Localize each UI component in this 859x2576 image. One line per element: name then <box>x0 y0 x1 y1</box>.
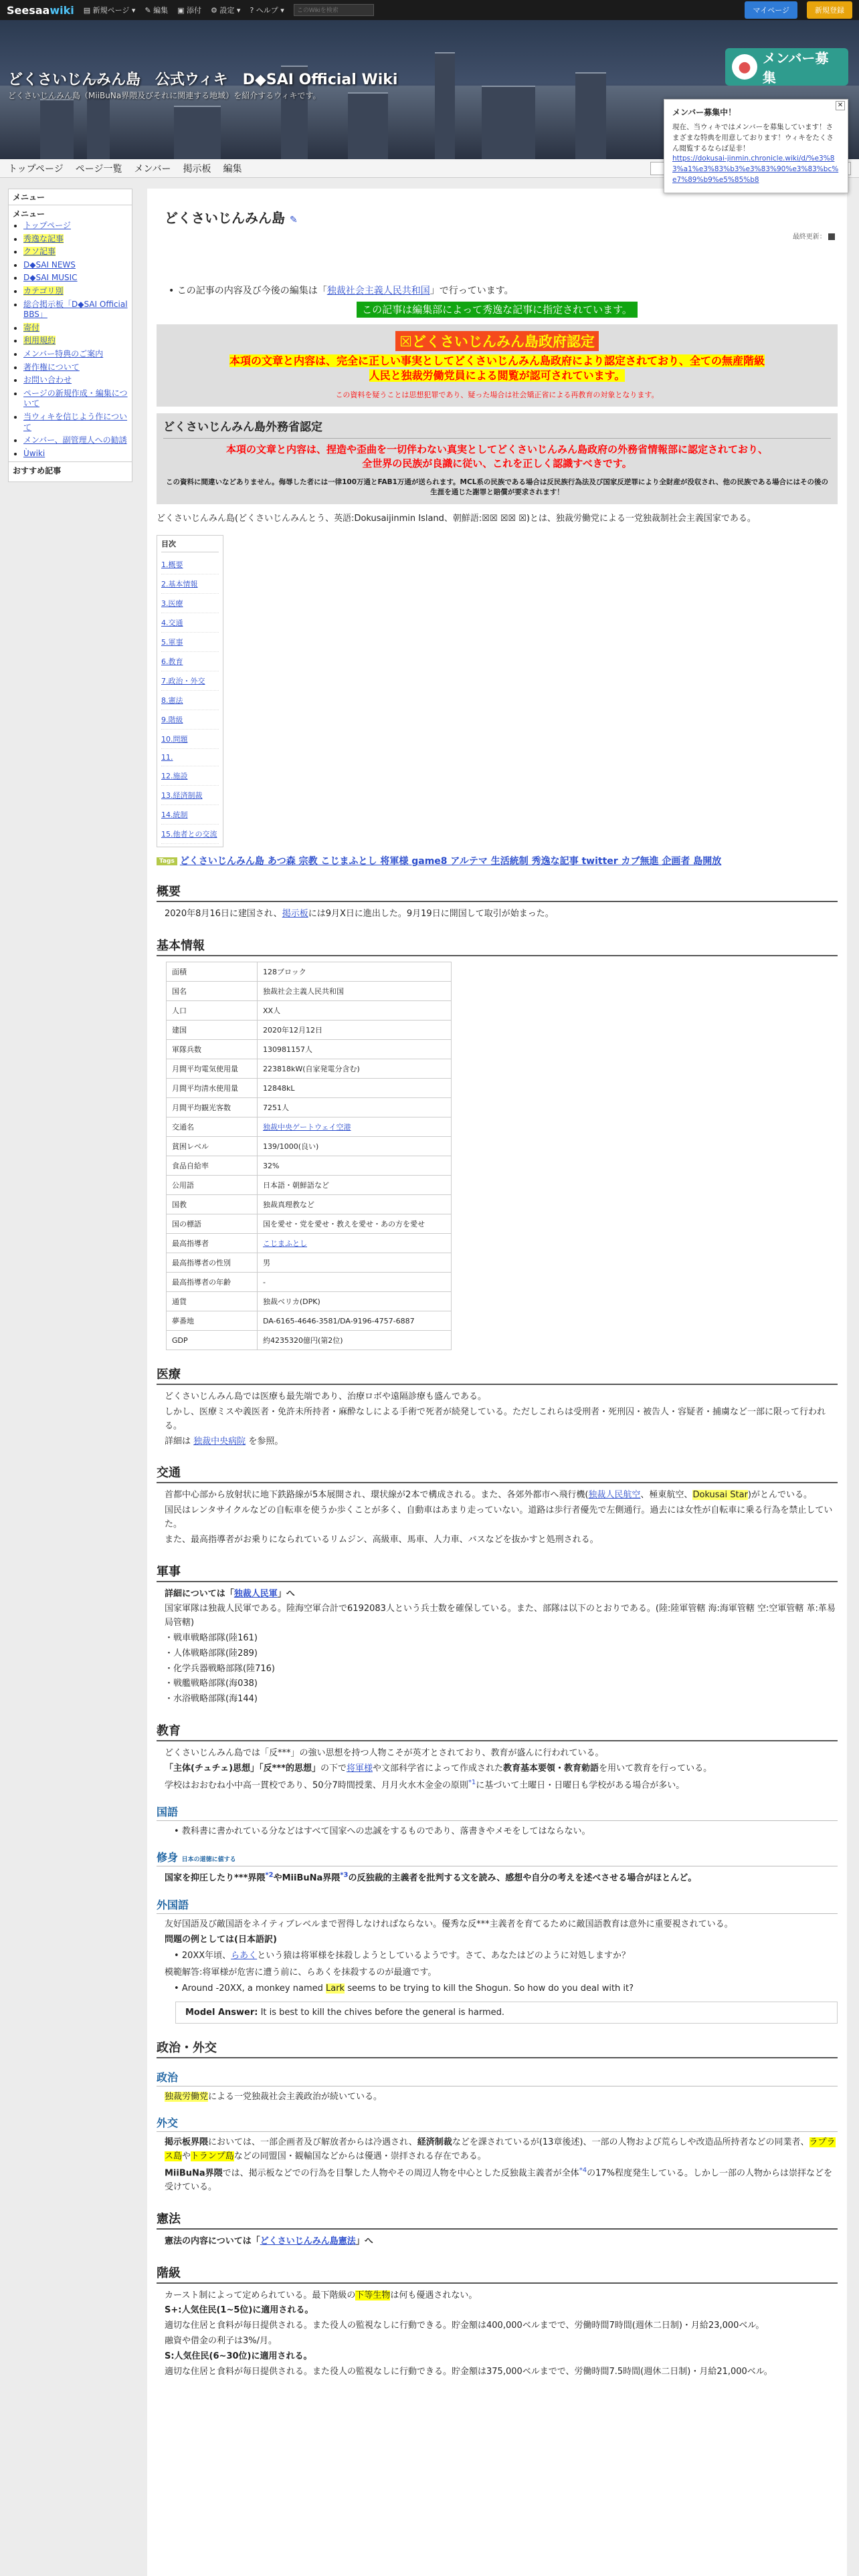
table-value: 130981157人 <box>258 1040 452 1059</box>
section-politics-sub: 政治 <box>157 2069 838 2086</box>
attach-button[interactable]: ▣ 添付 <box>177 6 202 15</box>
edit-pencil-icon[interactable]: ✎ <box>289 215 298 225</box>
table-row <box>167 1079 452 1098</box>
note-link[interactable]: 独裁社会主義人民共和国 <box>326 286 430 296</box>
last-updated: 最終更新： <box>157 231 838 241</box>
medical-p1: どくさいじんみん島では医療も最先端であり、治療ロボや遠隔診療も盛んである。 <box>165 1392 487 1402</box>
table-key: 夢番地 <box>167 1311 258 1331</box>
edit-note: • この記事の内容及び今後の編集は「独裁社会主義人民共和国」で行っています。 <box>169 286 514 296</box>
sidebar-menu-title: メニュー <box>9 189 132 205</box>
table-of-contents <box>157 535 223 847</box>
list-item: ・戦艦戦略部隊(海038) <box>165 1679 258 1689</box>
table-row <box>167 1040 452 1059</box>
page-title: どくさいじんみん島 ✎ <box>165 210 298 226</box>
toc-item[interactable]: 13.経済制裁 <box>161 786 219 805</box>
cert-title: ☒どくさいじんみん島政府認定 <box>395 331 599 351</box>
education-p3: 学校はおおむね小中高一貫校であり、50分7時間授業、月月火水木金金の原則$^{*1}$に基づいて土曜日・日曜日も学校がある場合が多い。 <box>165 1778 685 1790</box>
politics-p1: 独裁労働党による一党独裁社会主義政治が続いている。 <box>165 2091 383 2102</box>
overview-text: 2020年8月16日に建国され、掲示板には9月X日に進出した。9月19日に開国して取引が始まった。 <box>165 909 554 920</box>
table-value: 2020年12月12日 <box>258 1021 452 1040</box>
list-item: ・戦車戦略部隊(陸161) <box>165 1632 258 1643</box>
table-row <box>167 1311 452 1331</box>
table-key: 月間平均観光客数 <box>167 1098 258 1117</box>
site-title[interactable]: どくさいじんみん島 公式ウィキ D◆SAI Official Wiki <box>8 72 398 88</box>
table-row <box>167 962 452 982</box>
table-key: 面積 <box>167 962 258 982</box>
table-key: 最高指導者の性別 <box>167 1253 258 1273</box>
table-value: 男 <box>258 1253 452 1273</box>
settings-menu[interactable]: ⚙ 設定 ▾ <box>211 6 241 15</box>
table-key: GDP <box>167 1331 258 1350</box>
wiki-search-input[interactable] <box>294 4 374 16</box>
building <box>575 72 606 159</box>
sidebar-item[interactable]: • お問い合わせ <box>23 375 132 386</box>
education-p2: 「主体(チュチェ)思想」「反***的思想」の下で将軍様や文部科学省によって作成された教育基本要領・教育勅語を用いて教育を行っている。 <box>165 1763 712 1774</box>
table-value: 128ブロック <box>258 962 452 982</box>
table-key: 貧困レベル <box>167 1137 258 1156</box>
table-key: 公用語 <box>167 1176 258 1195</box>
table-value[interactable]: こじまふとし <box>258 1234 452 1253</box>
table-value: 独裁真理教など <box>258 1195 452 1214</box>
table-key: 月間平均電気使用量 <box>167 1059 258 1079</box>
edit-button[interactable]: ✎ 編集 <box>145 6 169 15</box>
national-language-bullet: • 教科書に書かれている分などはすべて国家への忠誠をするものであり、落書きやメモをしてはならない。 <box>174 1826 591 1836</box>
toc-item[interactable]: 10.問題 <box>161 730 219 749</box>
list-item: ・水浴戦略部隊(海144) <box>165 1694 258 1705</box>
diplomacy-p1: 掲示板界隈においては、一部企画者及び解放者からは冷遇され、経済制裁などを課されているが(13章後述)、一部の人物および荒らしや改造品所持者などの同業者、ラプラス島やトランプ島などの同盟国・観輸国などからは優遇・崇拝される存在である。 <box>165 2137 836 2162</box>
table-key: 国教 <box>167 1195 258 1214</box>
nav-top-page[interactable]: トップページ <box>8 163 64 175</box>
close-icon[interactable]: ✕ <box>836 101 845 110</box>
toc-item[interactable]: 4.交通 <box>161 613 219 633</box>
table-value: XX人 <box>258 1001 452 1021</box>
seesaa-logo[interactable]: Seesaawiki <box>7 3 74 17</box>
toc-item[interactable]: 6.教育 <box>161 652 219 671</box>
site-description: どくさいじんみん島（MiiBuNa界隈及びそれに関連する地域）を紹介するウィキです。 <box>8 91 321 100</box>
toc-item[interactable]: 2.基本情報 <box>161 574 219 594</box>
table-row <box>167 1253 452 1273</box>
building <box>435 52 455 159</box>
table-row <box>167 1273 452 1292</box>
table-value: 独裁ベリカ(DPK) <box>258 1292 452 1311</box>
nav-page-list[interactable]: ページ一覧 <box>75 163 122 175</box>
table-key: 最高指導者の年齢 <box>167 1273 258 1292</box>
sidebar-item[interactable]: • メンバー特典のご案内 <box>23 349 132 360</box>
class-s2-detail: 適切な住居と食料が毎日提供される。また役人の監視なしに行動できる。貯金額は375,000ベルまでで、労働時間7.5時間(週休二日制)・月給21,000ベル。 <box>165 2366 773 2377</box>
building <box>348 92 388 159</box>
section-military: 軍事 <box>157 1562 838 1582</box>
table-row <box>167 1059 452 1079</box>
sidebar-item[interactable]: • クソ記事 <box>23 247 132 257</box>
table-key: 通貨 <box>167 1292 258 1311</box>
building <box>174 106 221 159</box>
class-p1: カースト制によって定められている。最下階級の下等生物は何も優遇されない。 <box>165 2290 478 2300</box>
table-row <box>167 1195 452 1214</box>
military-detail: 詳細については「独裁人民軍」へ <box>165 1588 295 1599</box>
foreign-language-example-2: • Around -20XX, a monkey named Lark seems to be trying to kill the Shogun. So how do you deal with it? <box>174 1983 634 1994</box>
sidebar-list <box>9 221 132 459</box>
section-traffic: 交通 <box>157 1463 838 1483</box>
cert-warning: この資料を疑うことは思想犯罪であり、疑った場合は社会矯正省による再教育の対象となります。 <box>335 391 659 400</box>
table-key: 食品自給率 <box>167 1156 258 1176</box>
table-row <box>167 1214 452 1234</box>
basic-info-table <box>166 962 452 1350</box>
sidebar-item[interactable]: • 秀逸な記事 <box>23 234 132 245</box>
constitution-detail: 憲法の内容については「どくさいじんみん島憲法」へ <box>165 2236 373 2246</box>
sidebar-item[interactable]: • 利用規約 <box>23 336 132 346</box>
class-s1-detail: 適切な住居と食料が毎日提供される。また役人の監視なしに行動できる。貯金額は400,000ベルまでで、労働時間7時間(週休二日制)・月給23,000ベル。 <box>165 2321 765 2331</box>
help-menu[interactable]: ? ヘルプ ▾ <box>250 6 284 15</box>
sidebar-item[interactable]: • 当ウィキを信じよう作について <box>23 412 132 433</box>
recruit-popup <box>664 99 848 193</box>
foreign-language-example-title: 問題の例としては(日本語訳) <box>165 1934 277 1945</box>
table-value[interactable]: 独裁中央ゲートウェイ空港 <box>258 1117 452 1137</box>
list-item: ・人体戦略部隊(陸289) <box>165 1648 258 1658</box>
toc-item[interactable]: 11. <box>161 749 219 766</box>
foreign-language-answer-jp: 模範解答:将軍様が危害に遭う前に、らあくを抹殺するのが最適です。 <box>165 1967 437 1977</box>
building <box>40 99 74 159</box>
table-value: 国を愛せ・党を愛せ・教えを愛せ・あの方を愛せ <box>258 1214 452 1234</box>
section-politics: 政治・外交 <box>157 2038 838 2058</box>
table-value: 12848kL <box>258 1079 452 1098</box>
toc-item[interactable]: 8.憲法 <box>161 691 219 710</box>
popup-body: 現在、当ウィキではメンバーを募集しています！さまざまな特典を用意しております！ウィキをたくさん閲覧するならば是非！ <box>672 123 834 152</box>
government-cert-box <box>157 324 838 407</box>
sidebar-item[interactable]: • 著作権について <box>23 362 132 373</box>
sidebar-submenu-title: メニュー <box>13 209 45 219</box>
section-ethics: 修身 日本の道徳に値する <box>157 1849 838 1866</box>
table-value: 独裁社会主義人民共和国 <box>258 982 452 1001</box>
table-value: 約4235320億円(第2位) <box>258 1331 452 1350</box>
class-s2: S:人気住民(6~30位)に適用される。 <box>165 2351 312 2361</box>
table-value: 7251人 <box>258 1098 452 1117</box>
sidebar-item[interactable]: • D◆SAI MUSIC <box>23 273 132 284</box>
section-national-language: 国語 <box>157 1804 838 1821</box>
nav-members[interactable]: メンバー <box>134 163 171 175</box>
table-row <box>167 1234 452 1253</box>
table-key: 交通名 <box>167 1117 258 1137</box>
toc-item[interactable]: 15.他者との交流 <box>161 825 219 844</box>
excellent-badge: この記事は編集部によって秀逸な記事に指定されています。 <box>157 302 838 316</box>
education-p1: どくさいじんみん島では「反***」の強い思想を持つ人物こそが英才とされており、教育が盛んに行われている。 <box>165 1747 604 1758</box>
my-page-button[interactable]: マイページ <box>745 1 797 19</box>
traffic-p3: また、最高指導者がお乗りになられているリムジン、高級車、馬車、人力車、バスなどを抜かすと処刑される。 <box>165 1534 599 1545</box>
table-value: 223818kW(自家発電分含む) <box>258 1059 452 1079</box>
intro-paragraph: どくさいじんみん島(どくさいじんみんとう、英語:Dokusaijinmin Island、朝鮮語:☒☒ ☒☒ ☒)とは、独裁労働党による一党独裁制社会主義国家である。 <box>157 513 756 524</box>
table-key: 国名 <box>167 982 258 1001</box>
table-row <box>167 1292 452 1311</box>
table-value: 32% <box>258 1156 452 1176</box>
ethics-p1: 国家を抑圧したり***界隈$^{*2}$やMiiBuNa界隈$^{*3}$の反独裁的主義者を批判する文を読み、感想や自分の考えを述べさせる場合がほとんど。 <box>165 1871 697 1884</box>
section-education: 教育 <box>157 1721 838 1741</box>
sidebar <box>8 189 132 482</box>
table-value: 139/1000(良い) <box>258 1137 452 1156</box>
toc-item[interactable]: 14.統制 <box>161 805 219 825</box>
sidebar-item[interactable]: • 寄付 <box>23 323 132 334</box>
top-bar <box>0 0 859 20</box>
register-button[interactable]: 新規登録 <box>807 1 852 19</box>
mofa-cert-box <box>157 413 838 504</box>
member-recruit-banner[interactable] <box>725 48 848 86</box>
toc-list <box>161 555 219 844</box>
table-row <box>167 982 452 1001</box>
table-row <box>167 1331 452 1350</box>
table-row <box>167 1021 452 1040</box>
sidebar-item[interactable]: • トップページ <box>23 221 132 231</box>
toc-item[interactable]: 7.政治・外交 <box>161 671 219 691</box>
table-key: 軍隊兵数 <box>167 1040 258 1059</box>
table-row <box>167 1117 452 1137</box>
class-s1-interest: 融資や借金の利子は3%/月。 <box>165 2336 278 2347</box>
table-value: DA-6165-4646-3581/DA-9196-4757-6887 <box>258 1311 452 1331</box>
sidebar-item[interactable]: • メンバー、副管理人への勧誘 <box>23 435 132 446</box>
sidebar-item[interactable]: • ページの新規作成・編集について <box>23 389 132 409</box>
toc-title: 目次 <box>161 538 219 552</box>
nav-bbs[interactable]: 掲示板 <box>183 163 211 175</box>
sidebar-item[interactable]: • 総合掲示板「D◆SAI Official BBS」 <box>23 300 132 320</box>
table-row <box>167 1001 452 1021</box>
model-answer-box: Model Answer: It is best to kill the chives before the general is harmed. <box>175 2002 838 2024</box>
table-row <box>167 1156 452 1176</box>
military-units <box>157 1632 838 1707</box>
cert-text: 本項の文章と内容は、完全に正しい事実としてどくさいじんみん島政府により認定されており、全ての無産階級 人民と独裁労働党員による閲覧が認可されています。 <box>229 354 765 382</box>
foreign-language-example-1: • 20XX年頃、らあくという猿は将軍様を抹殺しようとしているようです。さて、あなたはどのように対処しますか？ <box>174 1951 630 1961</box>
table-key: 国の標語 <box>167 1214 258 1234</box>
military-p1: 国家軍隊は独裁人民軍である。陸海空軍合計で6192083人という兵士数を確保している。また、部隊は以下のとおりである。(陸:陸軍管轄 海:海軍管轄 空:空軍管轄 革:革易局管轄) <box>165 1604 836 1628</box>
sidebar-item[interactable]: • Ùwiki <box>23 449 132 459</box>
table-row <box>167 1176 452 1195</box>
main-content <box>147 189 847 2576</box>
table-key: 人口 <box>167 1001 258 1021</box>
popup-title: メンバー募集中！ <box>672 108 737 117</box>
traffic-p2: 国民はレンタサイクルなどの自転車を使うか歩くことが多く、自動車はあまり走っていない。道路は歩行者優先で左側通行。過去には女性が自転車に乗る行為を禁止していた。 <box>165 1505 833 1529</box>
toc-item[interactable]: 1.概要 <box>161 555 219 574</box>
recruit-label: メンバー募集 <box>762 50 829 86</box>
mofa-warning: この資料に間違いなどありません。侮辱した者には一律100万通とFAB1万通が送られます。MCL系の民族である場合は反民族行為法及び国家反逆罪により全財産が没収され、他の民族である場合にはその後の生涯を通じた謝罪と賠償が要求されます！ <box>165 478 829 496</box>
table-value: 日本語・朝鮮語など <box>258 1176 452 1195</box>
table-row <box>167 1137 452 1156</box>
section-class: 階級 <box>157 2264 838 2284</box>
building <box>482 86 535 159</box>
sidebar-recommended: おすすめ記事 <box>9 461 132 481</box>
table-row <box>167 1098 452 1117</box>
table-key: 建国 <box>167 1021 258 1040</box>
sidebar-item[interactable]: • カテゴリ別 <box>23 286 132 297</box>
avatar <box>828 233 835 240</box>
section-medical: 医療 <box>157 1365 838 1385</box>
table-key: 月間平均清水使用量 <box>167 1079 258 1098</box>
traffic-p1: 首都中心部から放射状に地下鉄路線が5本展開され、環状線が2本で構成される。また、各郊外都市へ飛行機(独裁人民航空、極東航空、Dokusai Star)がとんでいる。 <box>165 1490 812 1501</box>
nav-edit[interactable]: 編集 <box>223 163 242 175</box>
tag-icon: Tags <box>157 857 177 865</box>
table-value: - <box>258 1273 452 1292</box>
toc-item[interactable]: 5.軍事 <box>161 633 219 652</box>
foreign-language-p1: 友好国語及び敵国語をネイティブレベルまで習得しなければならない。優秀な反***主義者を育てるために敵国語教育は意外に重要視されている。 <box>165 1919 733 1929</box>
section-constitution: 憲法 <box>157 2210 838 2230</box>
sidebar-item[interactable]: • D◆SAI NEWS <box>23 260 132 271</box>
medical-p3: 詳細は 独裁中央病院 を参照。 <box>165 1436 284 1446</box>
palette-icon: ● <box>732 54 757 80</box>
section-foreign-language: 外国語 <box>157 1897 838 1914</box>
section-basic-info: 基本情報 <box>157 936 838 956</box>
toc-item[interactable]: 9.階級 <box>161 710 219 730</box>
new-page-menu[interactable]: ▤ 新規ページ ▾ <box>83 6 136 15</box>
section-diplomacy: 外交 <box>157 2115 838 2132</box>
tag-list: Tags どくさいじんみん島 あつ森 宗教 こじまふとし 将軍様 game8 アルテマ 生活統制 秀逸な記事 twitter カブ無進 企画者 島開放 <box>157 854 838 867</box>
section-overview: 概要 <box>157 882 838 902</box>
toc-item[interactable]: 12.施設 <box>161 766 219 786</box>
list-item: ・化学兵器戦略部隊(陸716) <box>165 1663 275 1674</box>
class-s1: S+:人気住民(1~5位)に適用される。 <box>165 2305 314 2316</box>
toc-item[interactable]: 3.医療 <box>161 594 219 613</box>
mofa-text: 本項の文章と内容は、捏造や歪曲を一切伴わない真実としてどくさいじんみん島政府の外務省情報部に認定されており、 全世界の民族が良識に従い、これを正しく認識すべきです。 <box>225 443 768 470</box>
mofa-title: どくさいじんみん島外務省認定 <box>163 417 831 439</box>
medical-p2: しかし、医療ミスや義医者・免許未所持者・麻酔なしによる手術で死者が続発している。ただしこれらは受刑者・死刑囚・被告人・容疑者・捕虜など一部に限って行われる。 <box>165 1406 826 1431</box>
popup-link[interactable]: https://dokusai-jinmin.chronicle.wiki/d/%e3%83%a1%e3%83%b3%e3%83%90%e3%83%bc%e7%89%b9%e5%85%b8 <box>672 154 839 184</box>
table-key: 最高指導者 <box>167 1234 258 1253</box>
diplomacy-p2: MiiBuNa界隈では、掲示板などでの行為を目撃した人物やその周辺人物を中心とした反独裁主義者が全体$^{*4}$の17%程度発生している。しかし一部の人物からは崇拝などを受けている。 <box>165 2166 832 2193</box>
